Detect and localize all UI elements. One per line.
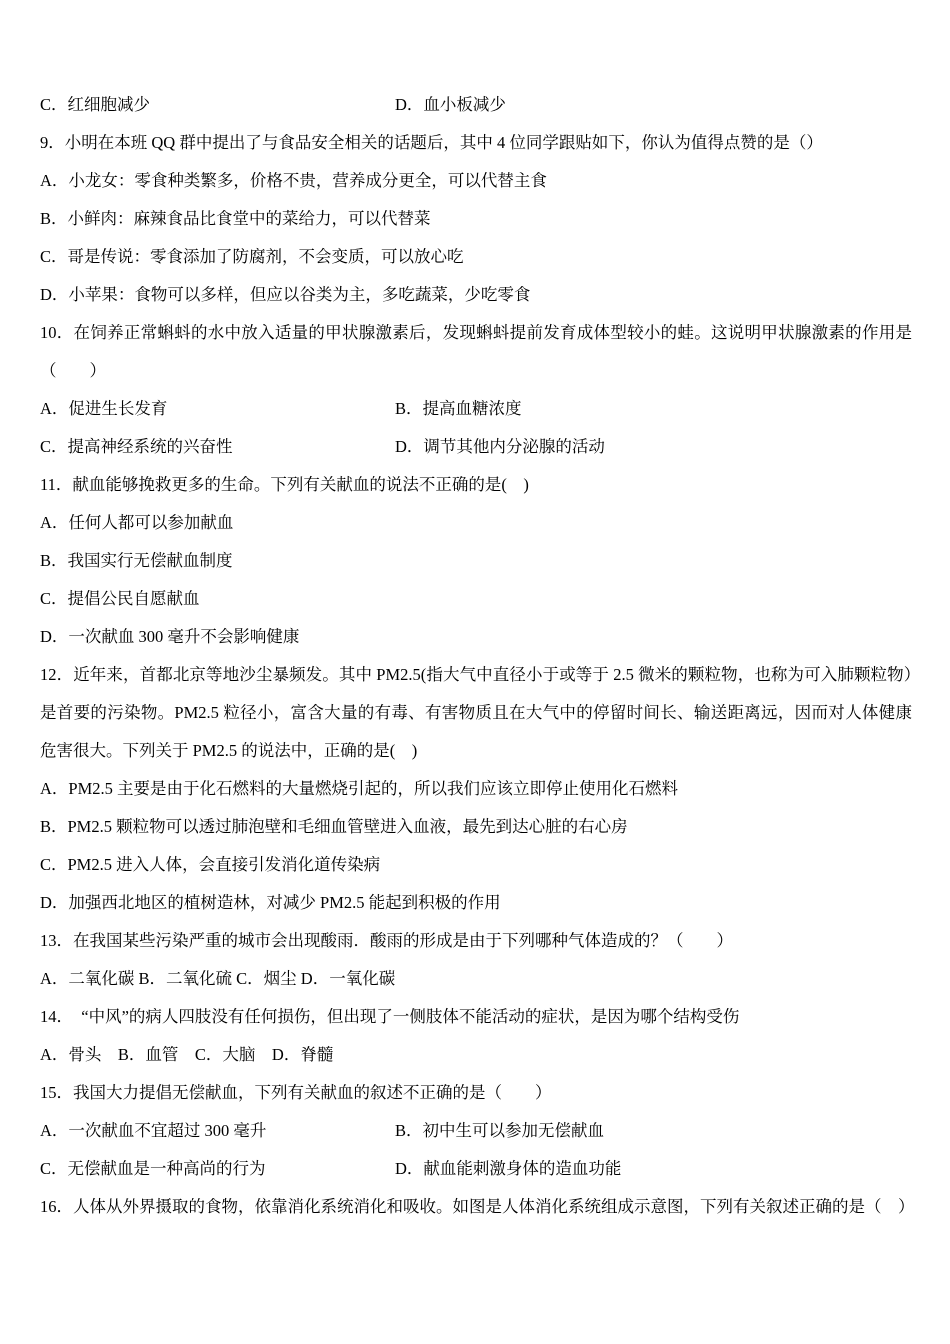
- question-15-options-ab: [40, 1112, 912, 1150]
- q8-option-c: C．红细胞减少: [40, 95, 151, 114]
- question-9-option-c: C．哥是传说：零食添加了防腐剂，不会变质，可以放心吃: [40, 247, 464, 266]
- question-9-option-a: A．小龙女：零食种类繁多，价格不贵，营养成分更全，可以代替主食: [40, 171, 547, 190]
- question-13-options: A．二氧化碳 B．二氧化硫 C．烟尘 D．一氧化碳: [40, 969, 396, 988]
- question-10-stem: 10．在饲养正常蝌蚪的水中放入适量的甲状腺激素后，发现蝌蚪提前发育成体型较小的蛙。这说明甲状腺激素的作用是（ ）: [40, 323, 912, 380]
- q8-options-cd: [40, 86, 912, 124]
- question-11-option-b: B．我国实行无偿献血制度: [40, 551, 233, 570]
- question-11-stem: 11．献血能够挽救更多的生命。下列有关献血的说法不正确的是( ): [40, 475, 529, 494]
- question-10-options-ab: [40, 390, 912, 428]
- question-15-stem: 15．我国大力提倡无偿献血，下列有关献血的叙述不正确的是（ ）: [40, 1083, 552, 1102]
- question-12-stem: 12．近年来，首都北京等地沙尘暴频发。其中 PM2.5(指大气中直径小于或等于 2.5 微米的颗粒物，也称为可入肺颗粒物）是首要的污染物。PM2.5 粒径小，富含大量的有毒、有害物质且在大气中的停留时间长、输送距离远，因而对人体健康危害很大。下列关于 PM2.5 的说法中，正确的是( ): [40, 665, 912, 760]
- question-11-option-a: A．任何人都可以参加献血: [40, 513, 234, 532]
- question-11-option-d: D．一次献血 300 毫升不会影响健康: [40, 627, 300, 646]
- question-9-option-d: D．小苹果：食物可以多样，但应以谷类为主，多吃蔬菜，少吃零食: [40, 285, 531, 304]
- question-9-option-b: B．小鲜肉：麻辣食品比食堂中的菜给力，可以代替菜: [40, 209, 431, 228]
- question-15-option-b: B．初中生可以参加无偿献血: [395, 1121, 605, 1140]
- question-12-option-c: C．PM2.5 进入人体，会直接引发消化道传染病: [40, 855, 381, 874]
- question-15-options-cd: [40, 1150, 912, 1188]
- question-14-stem: 14． “中风”的病人四肢没有任何损伤，但出现了一侧肢体不能活动的症状，是因为哪个结构受伤: [40, 1007, 740, 1026]
- question-10-option-c: C．提高神经系统的兴奋性: [40, 437, 233, 456]
- question-10-options-cd: [40, 428, 912, 466]
- question-15-option-a: A．一次献血不宜超过 300 毫升: [40, 1121, 267, 1140]
- document-body: [40, 86, 915, 1226]
- question-14-options: A．骨头 B．血管 C．大脑 D．脊髓: [40, 1045, 334, 1064]
- question-9-stem: 9．小明在本班 QQ 群中提出了与食品安全相关的话题后，其中 4 位同学跟贴如下，你认为值得点赞的是（）: [40, 133, 823, 152]
- question-12-option-d: D．加强西北地区的植树造林，对减少 PM2.5 能起到积极的作用: [40, 893, 501, 912]
- question-15-option-c: C．无偿献血是一种高尚的行为: [40, 1159, 266, 1178]
- question-13-stem: 13．在我国某些污染严重的城市会出现酸雨．酸雨的形成是由于下列哪种气体造成的？（ ）: [40, 931, 733, 950]
- question-16-stem: 16．人体从外界摄取的食物，依靠消化系统消化和吸收。如图是人体消化系统组成示意图，下列有关叙述正确的是（ ）: [40, 1197, 915, 1216]
- question-12-option-a: A．PM2.5 主要是由于化石燃料的大量燃烧引起的，所以我们应该立即停止使用化石燃料: [40, 779, 679, 798]
- question-12-option-b: B．PM2.5 颗粒物可以透过肺泡壁和毛细血管壁进入血液，最先到达心脏的右心房: [40, 817, 628, 836]
- question-10-option-d: D．调节其他内分泌腺的活动: [395, 437, 605, 456]
- question-10-option-a: A．促进生长发育: [40, 399, 168, 418]
- question-10-option-b: B．提高血糖浓度: [395, 399, 522, 418]
- question-15-option-d: D．献血能刺激身体的造血功能: [395, 1159, 622, 1178]
- q8-option-d: D．血小板减少: [395, 95, 506, 114]
- question-11-option-c: C．提倡公民自愿献血: [40, 589, 200, 608]
